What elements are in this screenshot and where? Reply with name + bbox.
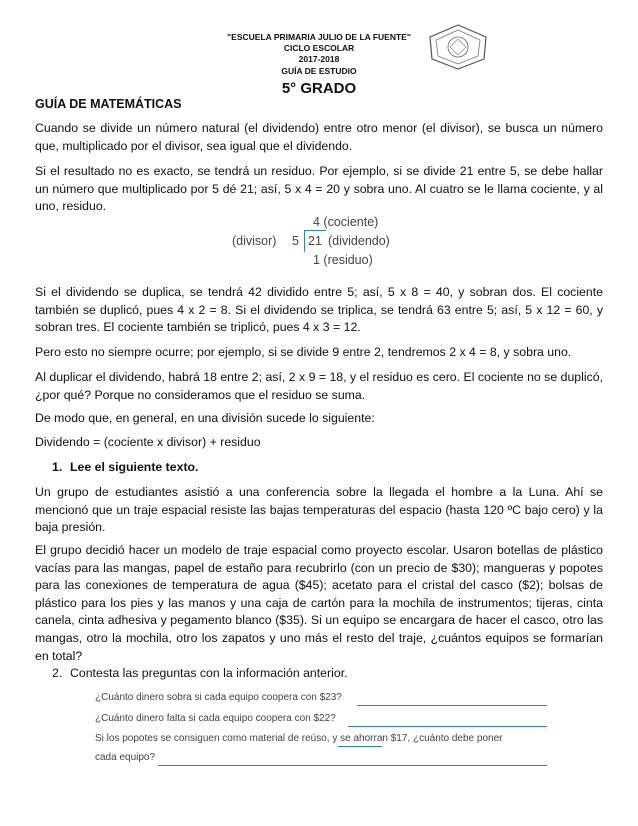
answer-line-2[interactable] [348,726,547,727]
paragraph-3: Si el dividendo se duplica, se tendrá 42 dividido entre 5; así, 5 x 8 = 40, y sobran dos. El cociente también se duplicó, pues 4 x 2 = 8. Si el dividendo se triplica, se tendrá 63 entre 5; así, 5 x 12 = 60, y sobran tres. El cociente también se triplicó, pues 4 x 3 = 12. [35,285,603,335]
list-item-2 [52,666,348,680]
divisor-value: 5 [292,234,299,248]
question-1: ¿Cuánto dinero sobra si cada equipo coopera con $23? [95,692,342,703]
list-item-1-number: 1. [52,460,63,474]
paragraph-8: El grupo decidió hacer un modelo de traje espacial como proyecto escolar. Usaron botellas de plástico vacías para las mangas, papel de estaño para recubrirlo (con un precio de $30); mangueras y popotes para las conexiones de temperatura de agua ($45); acetato para el cristal del casco ($2); bolsas de plástico para los pies y las manos y una caja de cartón para la mochila de instrumentos; tijeras, cinta canela, cinta adhesiva y pegamento blanco ($35). Si un equipo se encargara de hacer el casco, otro las mangas, otro la mochila, otro los zapatos y uno más el resto del traje, ¿cuántos equipos se formarían en total? [35,543,603,663]
school-year: 2017-2018 [298,54,340,64]
list-item-1-text: Lee el siguiente texto. [70,460,199,474]
quotient-label: 4 (cociente) [313,215,379,229]
answer-line-3b[interactable] [158,765,547,766]
school-seal-logo [424,23,492,71]
formula: Dividendo = (cociente x divisor) + residuo [35,435,261,449]
remainder-label: 1 (residuo) [313,253,373,267]
dividend-label: (dividendo) [328,234,390,248]
question-3: Si los popotes se consiguen como material de reúso, y se ahorran $17, ¿cuánto debe poner [95,733,503,744]
answer-line-1[interactable] [357,705,547,706]
paragraph-7: Un grupo de estudiantes asistió a una conferencia sobre la llegada el hombre a la Luna. Ahí se mencionó que un traje espacial resiste las bajas temperaturas del espacio (hasta 120 ºC bajo cero) y la baja presión. [35,485,603,535]
question-2: ¿Cuánto dinero falta si cada equipo coopera con $22? [95,713,336,724]
grade-title: 5° GRADO [281,80,357,97]
paragraph-6: De modo que, en general, en una división sucede lo siguiente: [35,411,375,425]
school-name: "ESCUELA PRIMARIA JULIO DE LA FUENTE" [227,32,411,42]
paragraph-1: Cuando se divide un número natural (el dividendo) entre otro menor (el divisor), se busca un número que, multiplicado por el divisor, sea igual que el dividendo. [35,121,603,153]
divisor-label: (divisor) [232,234,277,248]
paragraph-2: Si el resultado no es exacto, se tendrá un residuo. Por ejemplo, si se divide 21 entre 5, se debe hallar un número que multiplicado por 5 dé 21; así, 5 x 4 = 20 y sobra uno. Al cuatro se le llama cociente, y al uno, residuo. [35,164,603,214]
division-bracket [304,230,305,252]
question-3-continued: cada equipo? [95,752,156,763]
page-title: GUÍA DE MATEMÁTICAS [35,97,182,111]
list-item-1 [52,460,198,474]
division-diagram [232,215,402,273]
list-item-2-text: Contesta las preguntas con la información anterior. [70,666,348,680]
list-item-2-number: 2. [52,666,63,680]
study-guide-label: GUÍA DE ESTUDIO [281,66,357,76]
school-cycle: CICLO ESCOLAR [283,43,355,53]
paragraph-5: Al duplicar el dividendo, habrá 18 entre 2; así, 2 x 9 = 18, y el residuo es cero. El cociente no se duplicó, ¿por qué? Porque no consideramos que el residuo se suma. [35,370,603,402]
answer-line-3a[interactable] [338,746,382,747]
paragraph-4: Pero esto no siempre ocurre; por ejemplo, si se divide 9 entre 2, tendremos 2 x 4 = 8, y sobra uno. [35,345,572,359]
division-bar [304,230,326,231]
dividend-value: 21 [308,234,322,248]
